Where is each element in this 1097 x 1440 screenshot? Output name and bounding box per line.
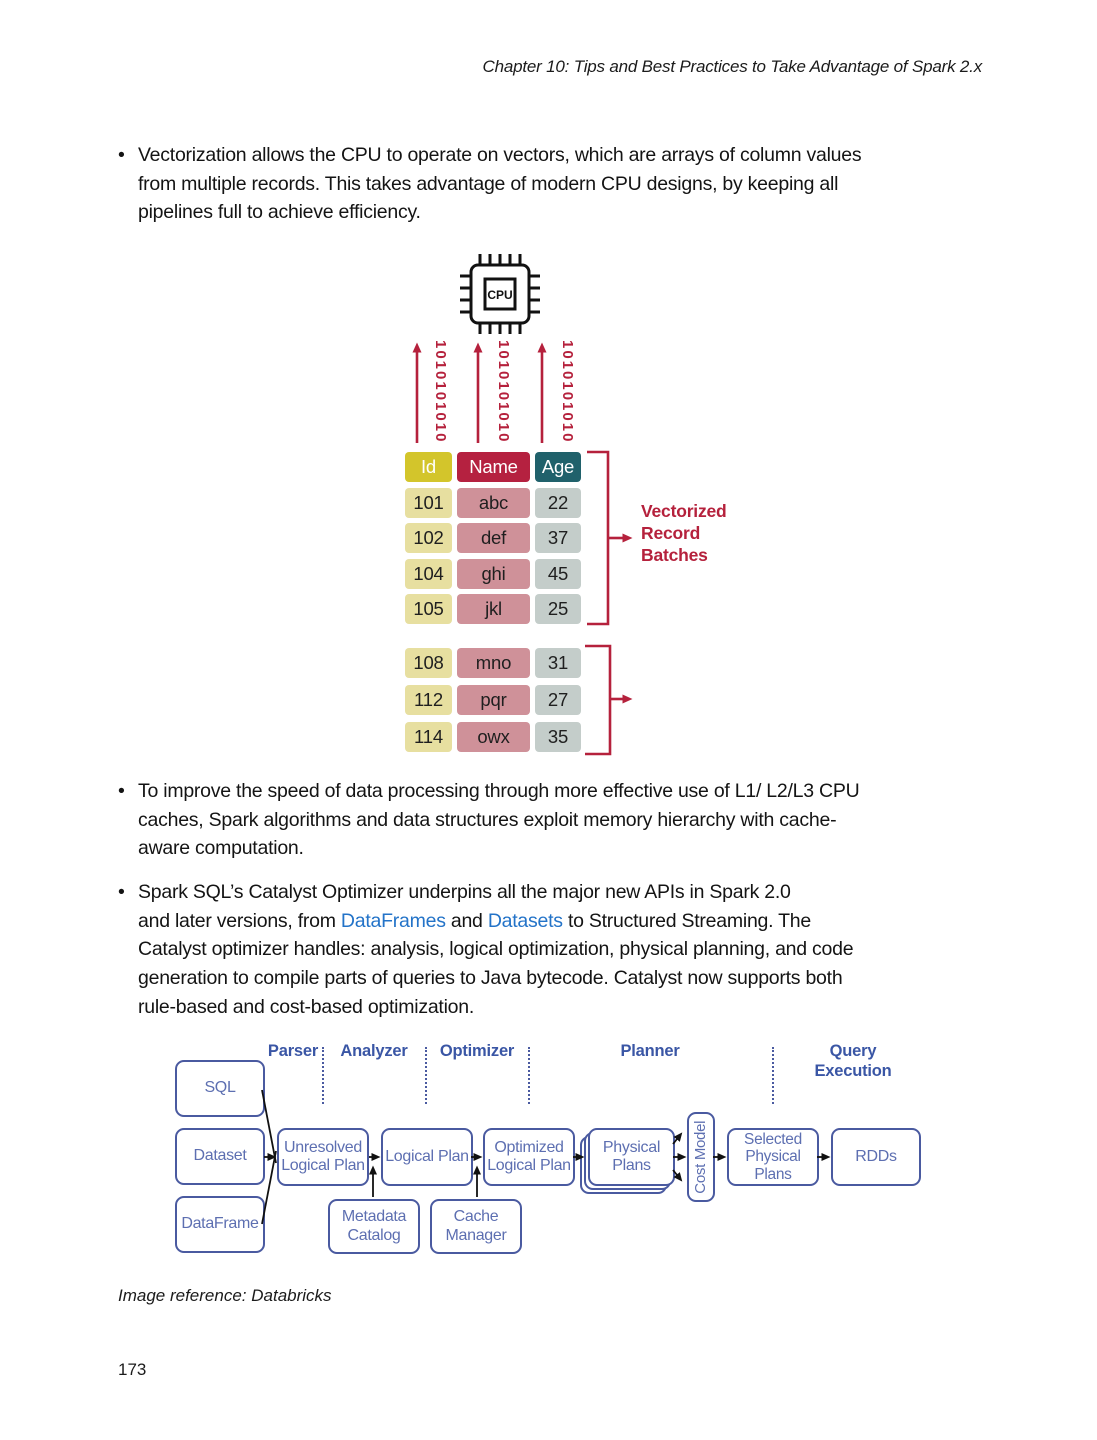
page-number: 173 — [118, 1360, 147, 1379]
paragraph-line: Spark SQL’s Catalyst Optimizer underpins all the major new APIs in Spark 2.0 — [138, 881, 791, 903]
binary-stream: 1010101010 — [495, 340, 512, 444]
stage-label-analyzer: Analyzer — [340, 1042, 408, 1060]
running-header: Chapter 10: Tips and Best Practices to Take Advantage of Spark 2.x — [482, 57, 982, 76]
diagram-box-rdds: RDDs — [831, 1128, 921, 1186]
diagram-box-cache-manager: Cache Manager — [430, 1199, 522, 1254]
binary-stream: 1010101010 — [559, 340, 576, 444]
table-cell: 45 — [535, 559, 581, 589]
diagram-box-optimized-logical-plan: Optimized Logical Plan — [483, 1128, 575, 1186]
stage-divider — [772, 1047, 774, 1104]
table-cell: 35 — [535, 722, 581, 752]
table-cell: 108 — [405, 648, 452, 678]
paragraph-line: pipelines full to achieve efficiency. — [138, 201, 421, 224]
paragraph-line — [138, 907, 853, 936]
table-cell: owx — [457, 722, 530, 752]
table-cell: 31 — [535, 648, 581, 678]
bullet-cpu-caches — [118, 777, 859, 863]
paragraph-line: from multiple records. This takes advantage of modern CPU designs, by keeping all — [138, 172, 839, 195]
label-line: Batches — [641, 545, 708, 565]
table-cell: 27 — [535, 685, 581, 715]
datasets-link[interactable]: Datasets — [487, 909, 563, 932]
image-reference-caption: Image reference: Databricks — [118, 1286, 332, 1305]
cpu-label: CPU — [487, 288, 513, 302]
bullet-marker: • — [118, 780, 125, 802]
label-line: Record — [641, 523, 701, 543]
table-cell: 101 — [405, 488, 452, 518]
stage-label-planner: Planner — [620, 1042, 680, 1060]
table-header-name: Name — [457, 452, 530, 482]
paragraph-line: Catalyst optimizer handles: analysis, logical optimization, physical planning, and code — [138, 938, 854, 961]
table-cell: jkl — [457, 594, 530, 624]
paragraph-line: rule-based and cost-based optimization. — [138, 995, 475, 1018]
stage-divider — [322, 1047, 324, 1104]
table-cell: 105 — [405, 594, 452, 624]
diagram-box-physical-plans: Physical Plans — [588, 1128, 675, 1186]
table-cell: 114 — [405, 722, 452, 752]
cpu-chip-icon — [456, 250, 544, 338]
bullet-marker: • — [118, 144, 125, 166]
label-line: Vectorized — [641, 501, 727, 521]
table-cell: ghi — [457, 559, 530, 589]
diagram-box-cost-model — [687, 1112, 715, 1202]
stage-label-optimizer: Optimizer — [439, 1042, 515, 1060]
diagram-box-sql: SQL — [175, 1060, 265, 1117]
stage-divider — [425, 1047, 427, 1104]
table-cell: 25 — [535, 594, 581, 624]
stage-label-parser: Parser — [267, 1042, 319, 1060]
paragraph-line: Vectorization allows the CPU to operate on vectors, which are arrays of column values — [138, 144, 862, 166]
paragraph-line: To improve the speed of data processing through more effective use of L1/ L2/L3 CPU — [138, 780, 860, 802]
bullet-vectorization — [118, 141, 861, 227]
table-cell: 22 — [535, 488, 581, 518]
paragraph-line: caches, Spark algorithms and data structures exploit memory hierarchy with cache- — [138, 808, 837, 831]
batch-brackets — [585, 452, 623, 754]
diagram-box-unresolved-logical-plan: Unresolved Logical Plan — [277, 1128, 369, 1186]
diagram-box-selected-physical-plans: Selected Physical Plans — [727, 1128, 819, 1186]
paragraph-line: generation to compile parts of queries to Java bytecode. Catalyst now supports both — [138, 967, 843, 990]
bullet-marker: • — [118, 881, 125, 903]
table-cell: def — [457, 523, 530, 553]
binary-stream: 1010101010 — [432, 340, 449, 444]
table-cell: abc — [457, 488, 530, 518]
paragraph-text: and — [445, 909, 488, 932]
diagram-box-dataset: Dataset — [175, 1128, 265, 1185]
stage-label-query-execution: Query Execution — [814, 1042, 892, 1080]
diagram-box-logical-plan: Logical Plan — [381, 1128, 473, 1186]
table-cell: mno — [457, 648, 530, 678]
record-table-batch1 — [405, 452, 581, 624]
bullet-catalyst-optimizer — [118, 878, 853, 1022]
vectorized-batches-label — [641, 500, 727, 566]
stage-divider — [528, 1047, 530, 1104]
table-cell: 102 — [405, 523, 452, 553]
table-header-age: Age — [535, 452, 581, 482]
table-cell: 104 — [405, 559, 452, 589]
table-cell: 37 — [535, 523, 581, 553]
paragraph-text: and later versions, from — [138, 909, 341, 932]
diagram-box-dataframe: DataFrame — [175, 1196, 265, 1253]
diagram-box-metadata-catalog: Metadata Catalog — [328, 1199, 420, 1254]
cost-model-label: Cost Model — [691, 1120, 709, 1194]
paragraph-line: aware computation. — [138, 837, 304, 860]
table-header-id: Id — [405, 452, 452, 482]
dataframes-link[interactable]: DataFrames — [340, 909, 446, 932]
table-cell: pqr — [457, 685, 530, 715]
paragraph-text: to Structured Streaming. The — [562, 909, 811, 932]
table-cell: 112 — [405, 685, 452, 715]
record-table-batch2 — [405, 648, 581, 752]
